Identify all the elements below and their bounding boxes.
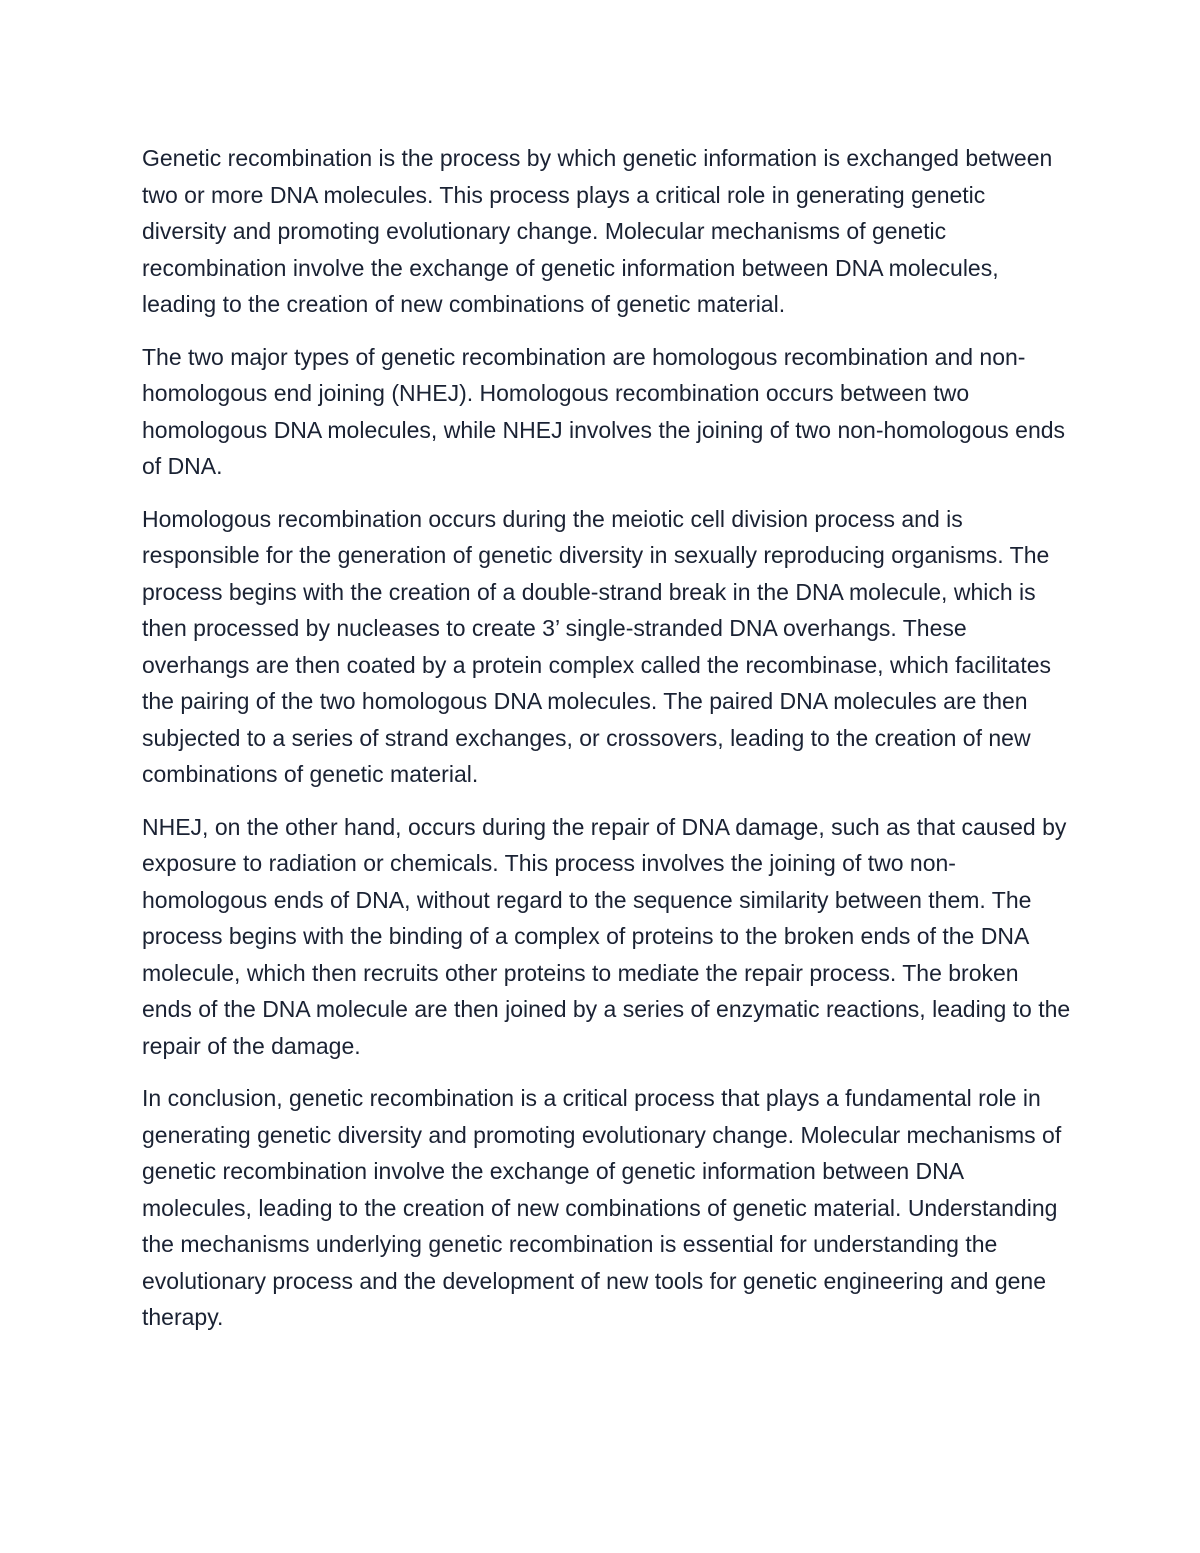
paragraph-types: The two major types of genetic recombination are homologous recombination and non-homologous end joining (NHEJ). Homologous recombination occurs between two homologous DNA molecules, while NHEJ involves the joining of two non-homologous ends of DNA. <box>142 343 1066 479</box>
paragraph-nhej: NHEJ, on the other hand, occurs during the repair of DNA damage, such as that caused by exposure to radiation or chemicals. This process involves the joining of two non-homologous ends of DNA, without regard to the sequence similarity between them. The process begins with the binding of a complex of proteins to the broken ends of the DNA molecule, which then recruits other proteins to mediate the repair process. The broken ends of the DNA molecule are then joined by a series of enzymatic reactions, leading to the repair of the damage. <box>142 813 1071 1059</box>
paragraph-homologous: Homologous recombination occurs during the meiotic cell division process and is responsible for the generation of genetic diversity in sexually reproducing organisms. The process begins with the creation of a double-strand break in the DNA molecule, which is then processed by nucleases to create 3’ single-stranded DNA overhangs. These overhangs are then coated by a protein complex called the recombinase, which facilitates the pairing of the two homologous DNA molecules. The paired DNA molecules are then subjected to a series of strand exchanges, or crossovers, leading to the creation of new combinations of genetic material. <box>142 505 1052 787</box>
paragraph-conclusion: In conclusion, genetic recombination is a critical process that plays a fundamental role in generating genetic diversity and promoting evolutionary change. Molecular mechanisms of genetic recombination involve the exchange of genetic information between DNA molecules, leading to the creation of new combinations of genetic material. Understanding the mechanisms underlying genetic recombination is essential for understanding the evolutionary process and the development of new tools for genetic engineering and gene therapy. <box>142 1085 1062 1330</box>
document-body <box>142 140 1072 1352</box>
paragraph-intro: Genetic recombination is the process by which genetic information is exchanged between two or more DNA molecules. This process plays a critical role in generating genetic diversity and promoting evolutionary change. Molecular mechanisms of genetic recombination involve the exchange of genetic information between DNA molecules, leading to the creation of new combinations of genetic material. <box>142 145 1053 317</box>
